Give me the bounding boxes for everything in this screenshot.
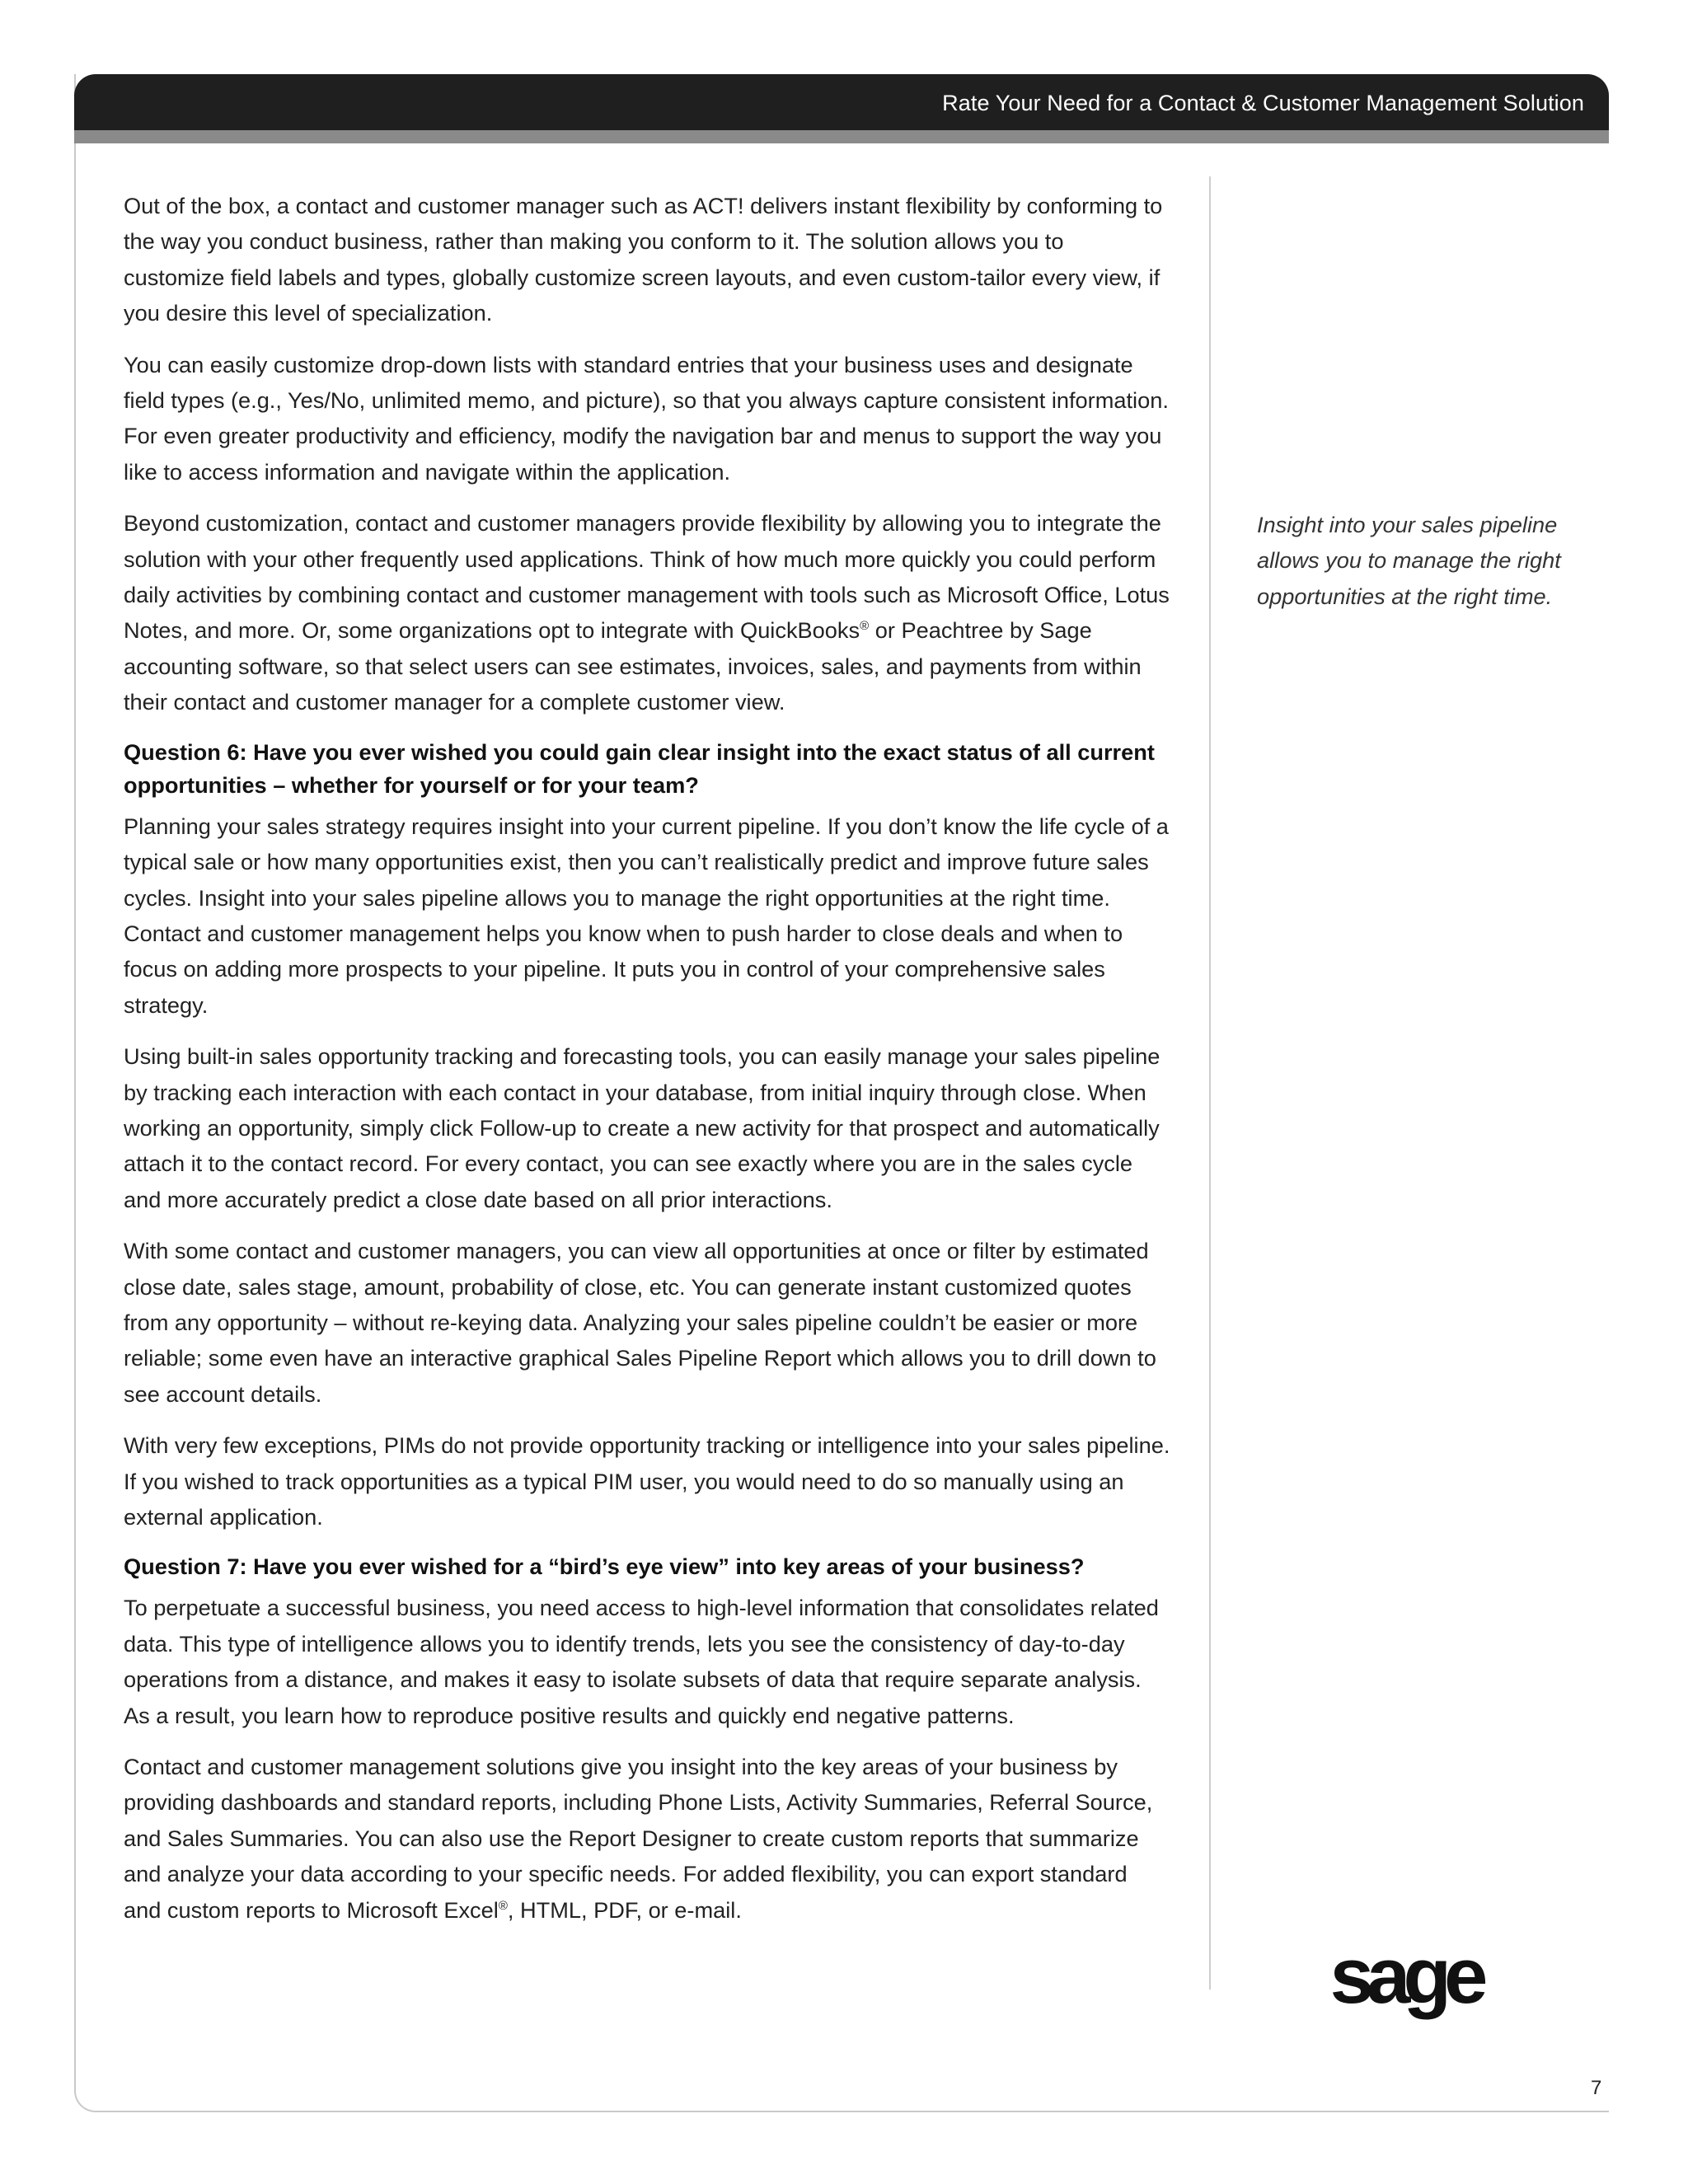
sidebar-pull-quote: Insight into your sales pipeline allows you to manage the right opportunities at the right time. bbox=[1257, 512, 1561, 609]
header-bar bbox=[74, 74, 1609, 130]
paragraph-sales-strategy: Planning your sales strategy requires insight into your current pipeline. If you don’t know the life cycle of a typical sale or how many opportunities exist, then you can’t realistically predict and improve future sales cycles. Insight into your sales pipeline allows you to manage the right opportunities at the right time. Contact and customer management helps you know when to push harder to close deals and when to focus on adding more prospects to your pipeline. It puts you in control of your comprehensive sales strategy. bbox=[124, 813, 1169, 1018]
question-6-heading: Question 6: Have you ever wished you could gain clear insight into the exact status of all current opportunities – whether for yourself or for your team? bbox=[124, 738, 1155, 798]
question-7-heading: Question 7: Have you ever wished for a “bird’s eye view” into key areas of your business? bbox=[124, 1554, 1085, 1580]
paragraph-integration-part-a: Beyond customization, contact and customer managers provide flexibility by allowing you to integrate the solution with your other frequently used applications. Think of how much more quickly you could perform daily activities by combining contact and customer management with tools such as Microsoft Office, Lotus Notes, and more. Or, some organizations opt to integrate with QuickBooks bbox=[124, 510, 1170, 644]
page-number: 7 bbox=[1591, 2077, 1602, 2099]
paragraph-opportunity-tracking: Using built-in sales opportunity tracking and forecasting tools, you can easily manage your sales pipeline by tracking each interaction with each contact in your database, from initial inquiry through close. When working an opportunity, simply click Follow-up to create a new activity for that prospect and automatically attach it to the contact record. For every contact, you can see exactly where you are in the sales cycle and more accurately predict a close date based on all prior interactions. bbox=[124, 1043, 1160, 1212]
sage-logo-text: sage bbox=[1329, 1945, 1481, 2020]
paragraph-integration bbox=[124, 505, 1170, 719]
paragraph-customization: Out of the box, a contact and customer manager such as ACT! delivers instant flexibility by conforming to the way you conduct business, rather than making you conform to it. The solution allows you to customize field labels and types, globally customize screen layouts, and even custom-tailor every view, if you desire this level of specialization. bbox=[124, 193, 1163, 326]
paragraph-business-intelligence: To perpetuate a successful business, you need access to high-level information that consolidates related data. This type of intelligence allows you to identify trends, lets you see the consistency of day-to-day operations from a distance, and makes it easy to isolate subsets of data that require separate analysis. As a result, you learn how to reproduce positive results and quickly end negative patterns. bbox=[124, 1595, 1159, 1728]
header-title: Rate Your Need for a Contact & Customer Management Solution bbox=[942, 91, 1584, 115]
main-column bbox=[124, 188, 1170, 1943]
paragraph-reports bbox=[124, 1749, 1170, 1928]
sage-logo bbox=[1323, 1945, 1488, 2036]
header-stripe bbox=[74, 130, 1609, 143]
paragraph-reports-part-b: , HTML, PDF, or e-mail. bbox=[507, 1896, 742, 1923]
paragraph-drop-down-lists: You can easily customize drop-down lists with standard entries that your business uses and designate field types (e.g., Yes/No, unlimited memo, and picture), so that you always capture consistent information. For even greater productivity and efficiency, modify the navigation bar and menus to support the way you like to access information and navigate within the application. bbox=[124, 351, 1169, 485]
paragraph-pims: With very few exceptions, PIMs do not provide opportunity tracking or intelligence into your sales pipeline. If you wished to track opportunities as a typical PIM user, you would need to do so manually using an external application. bbox=[124, 1432, 1170, 1530]
paragraph-reports-part-a: Contact and customer management solutions give you insight into the key areas of your business by providing dashboards and standard reports, including Phone Lists, Activity Summaries, Referral Source, and Sales Summaries. You can also use the Report Designer to create custom reports that summarize and analyze your data according to your specific needs. For added flexibility, you can export standard and custom reports to Microsoft Excel bbox=[124, 1754, 1153, 1923]
registered-mark: ® bbox=[860, 619, 870, 634]
paragraph-integration-part-b: or Peachtree by Sage accounting software, so that select users can see estimates, invoices, sales, and payments from within their contact and customer manager for a complete customer view. bbox=[124, 617, 1142, 715]
column-divider bbox=[1209, 176, 1211, 1990]
registered-mark: ® bbox=[498, 1898, 508, 1913]
paragraph-opportunity-views: With some contact and customer managers, you can view all opportunities at once or filter by estimated close date, sales stage, amount, probability of close, etc. You can generate instant customized quotes from any opportunity – without re-keying data. Analyzing your sales pipeline couldn’t be easier or more reliable; some even have an interactive graphical Sales Pipeline Report which allows you to drill down to see account details. bbox=[124, 1238, 1156, 1407]
